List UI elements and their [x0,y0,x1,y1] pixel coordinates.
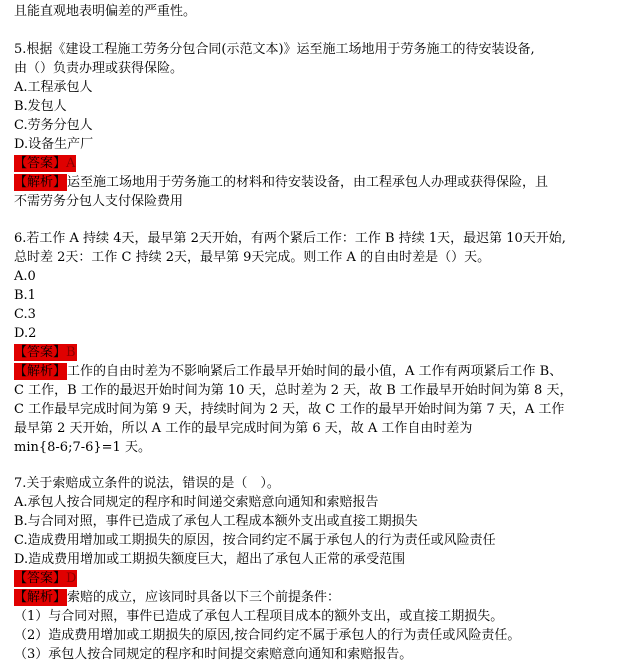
question-5-answer [14,154,623,173]
analysis-text: 运至施工场地用于劳务施工的材料和待安装设备，由工程承包人办理或获得保险，且 [67,175,549,190]
question-6-option-d [14,324,623,343]
question-7-analysis-cont [14,607,623,626]
question-7-answer [14,569,623,588]
option-text: C.3 [14,307,36,322]
question-5-stem-line-2: 由（）负责办理或获得保险。 [14,61,184,76]
analysis-text: min{8-6;7-6}=1 天。 [14,440,151,455]
question-7-option-c [14,531,623,550]
analysis-text: （2）造成费用增加或工期损失的原因,按合同约定不属于承包人的行为责任或风险责任。 [14,628,521,643]
question-5-stem [14,40,623,59]
question-5-option-a [14,78,623,97]
answer-value: D [66,571,77,586]
text-line [14,2,623,21]
analysis-text: 工作的自由时差为不影响紧后工作最早开始时间的最小值，A 工作有两项紧后工作 B、 [67,364,563,379]
question-6-option-a [14,267,623,286]
option-text: D.设备生产厂 [14,137,94,152]
analysis-tag: 【解析】 [14,590,67,605]
question-5-option-b [14,97,623,116]
question-5-analysis-cont [14,192,623,211]
option-text: B.发包人 [14,99,67,114]
analysis-tag: 【解析】 [14,364,67,379]
analysis-text: 索赔的成立，应该同时具备以下三个前提条件： [67,590,341,605]
question-6-analysis-cont [14,400,623,419]
question-7-analysis-cont [14,626,623,645]
question-5-option-d [14,135,623,154]
question-7-stem-line: 7.关于索赔成立条件的说法，错误的是（ ）。 [14,476,280,491]
option-text: D.2 [14,326,37,341]
answer-tag [14,344,77,361]
question-6-answer [14,343,623,362]
question-6-option-b [14,286,623,305]
option-text: C.造成费用增加或工期损失的原因，按合同约定不属于承包人的行为责任或风险责任 [14,533,496,548]
analysis-text: （1）与合同对照，事件已造成了承包人工程项目成本的额外支出，或直接工期损失。 [14,609,504,624]
option-text: A.承包人按合同规定的程序和时间递交索赔意向通知和索赔报告 [14,495,379,510]
question-7-stem [14,474,623,493]
answer-label: 【答案】 [14,571,67,586]
analysis-text: 不需劳务分包人支付保险费用 [14,194,184,209]
analysis-text: C 工作，B 工作的最迟开始时间为第 10 天，总时差为 2 天，故 B 工作最早开始时间为第 8 天， [14,383,573,398]
answer-label: 【答案】 [14,156,67,171]
question-6-stem-line-1: 6.若工作 A 持续 4天，最早第 2天开始，有两个紧后工作：工作 B 持续 1天，最迟第 10天开始, [14,231,566,246]
analysis-text: C 工作最早完成时间为第 9 天，持续时间为 2 天，故 C 工作的最早开始时间为第 7 天，A 工作 [14,402,565,417]
question-6-analysis-cont [14,381,623,400]
answer-tag [14,570,77,587]
question-6-option-c [14,305,623,324]
analysis-text: （3）承包人按合同规定的程序和时间提交索赔意向通知和索赔报告。 [14,647,413,662]
option-text: B.1 [14,288,36,303]
question-5-stem-line-1: 5.根据《建设工程施工劳务分包合同(示范文本)》运至施工场地用于劳务施工的待安装设备, [14,42,535,57]
answer-tag [14,155,76,172]
analysis-text: 最早第 2 天开始，所以 A 工作的最早完成时间为第 6 天，故 A 工作自由时差为 [14,421,473,436]
question-7-option-b [14,512,623,531]
question-6-analysis [14,362,623,381]
answer-label: 【答案】 [14,345,67,360]
question-7-option-d [14,550,623,569]
answer-value: B [66,345,76,360]
option-text: D.造成费用增加或工期损失额度巨大，超出了承包人正常的承受范围 [14,552,406,567]
question-7-option-a [14,493,623,512]
question-5-option-c [14,116,623,135]
answer-value: A [66,156,76,171]
option-text: A.工程承包人 [14,80,93,95]
question-6-stem-cont [14,248,623,267]
question-6-stem [14,229,623,248]
question-5-analysis [14,173,623,192]
question-6-stem-line-2: 总时差 2天：工作 C 持续 2天，最早第 9天完成。则工作 A 的自由时差是（）天。 [14,250,491,265]
question-7-analysis [14,588,623,607]
question-6-analysis-cont [14,438,623,457]
option-text: C.劳务分包人 [14,118,93,133]
question-7-analysis-cont [14,645,623,664]
intro-text: 且能直观地表明偏差的严重性。 [14,4,197,19]
question-5-stem-cont [14,59,623,78]
analysis-tag: 【解析】 [14,175,67,190]
option-text: B.与合同对照，事件已造成了承包人工程成本额外支出或直接工期损失 [14,514,418,529]
option-text: A.0 [14,269,36,284]
question-6-analysis-cont [14,419,623,438]
